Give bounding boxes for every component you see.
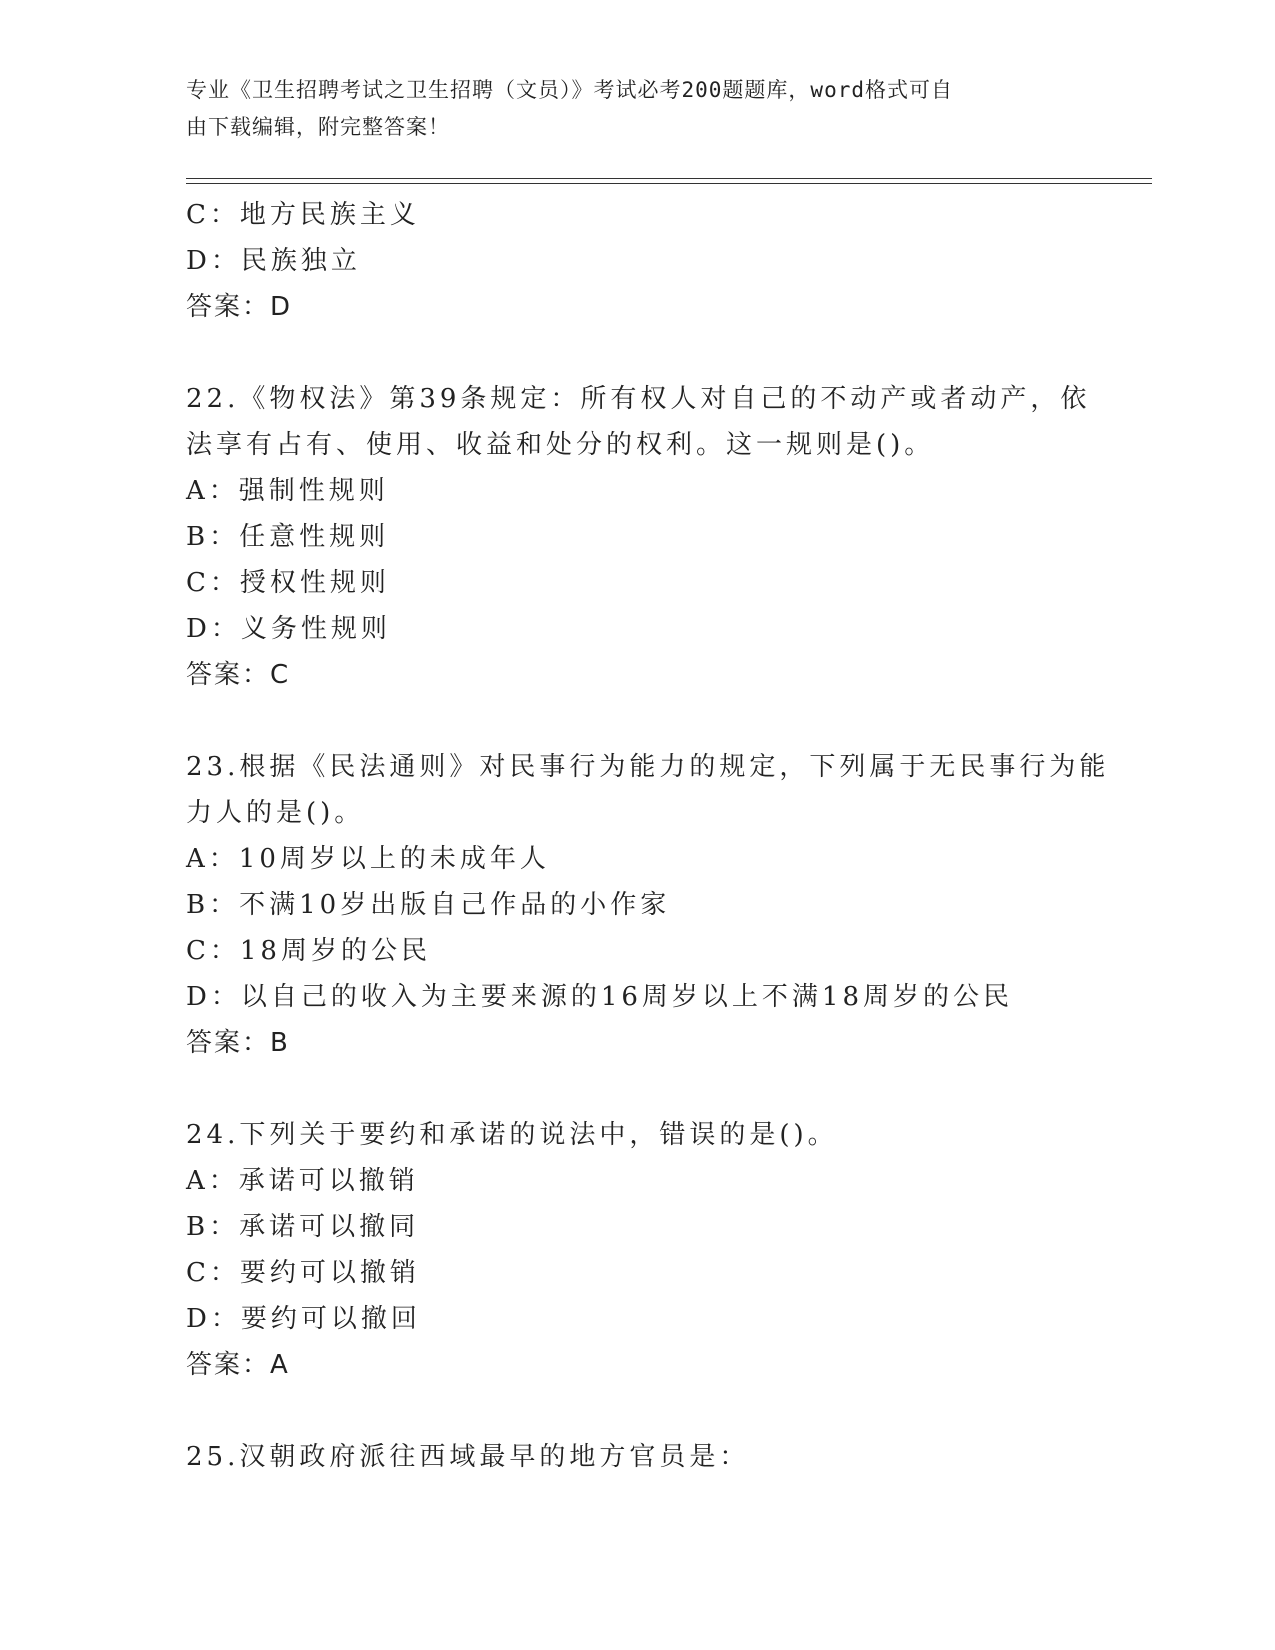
option-b: B：不满10岁出版自己作品的小作家 — [186, 890, 671, 920]
question-stem-line: 24.下列关于要约和承诺的说法中，错误的是()。 — [186, 1120, 838, 1150]
option-a: A：承诺可以撤销 — [186, 1166, 419, 1196]
question-22 — [186, 376, 1091, 698]
question-stem-line: 22.《物权法》第39条规定：所有权人对自己的不动产或者动产，依 — [186, 384, 1091, 414]
answer-line: 答案：A — [186, 1350, 290, 1380]
option-c: C：18周岁的公民 — [186, 936, 431, 966]
question-25 — [186, 1434, 1086, 1480]
option-a: A：10周岁以上的未成年人 — [186, 844, 550, 874]
question-list — [186, 192, 1110, 1480]
answer-line: 答案：D — [186, 292, 293, 322]
question-24 — [186, 1112, 1086, 1388]
question-23 — [186, 744, 1110, 1066]
header-line-1: 专业《卫生招聘考试之卫生招聘（文员）》考试必考200题题库，word格式可自 — [186, 78, 953, 102]
header-divider-bottom — [186, 183, 1152, 184]
option-c: C：地方民族主义 — [186, 200, 420, 230]
option-d: D：义务性规则 — [186, 614, 391, 644]
answer-line: 答案：C — [186, 660, 291, 690]
header-divider-top — [186, 178, 1152, 179]
question-stem-line: 力人的是()。 — [186, 798, 365, 828]
question-stem-line: 23.根据《民法通则》对民事行为能力的规定，下列属于无民事行为能 — [186, 752, 1110, 782]
previous-question-tail — [186, 192, 1086, 330]
header-line-2: 由下载编辑，附完整答案！ — [186, 115, 450, 139]
document-header — [186, 72, 1066, 146]
option-b: B：任意性规则 — [186, 522, 390, 552]
option-d: D：民族独立 — [186, 246, 361, 276]
option-a: A：强制性规则 — [186, 476, 389, 506]
option-d: D：要约可以撤回 — [186, 1304, 421, 1334]
option-c: C：授权性规则 — [186, 568, 390, 598]
question-stem-line: 25.汉朝政府派往西域最早的地方官员是： — [186, 1442, 750, 1472]
answer-line: 答案：B — [186, 1028, 290, 1058]
question-stem-line: 法享有占有、使用、收益和处分的权利。这一规则是()。 — [186, 430, 935, 460]
option-d: D：以自己的收入为主要来源的16周岁以上不满18周岁的公民 — [186, 982, 1014, 1012]
option-b: B：承诺可以撤同 — [186, 1212, 420, 1242]
option-c: C：要约可以撤销 — [186, 1258, 420, 1288]
